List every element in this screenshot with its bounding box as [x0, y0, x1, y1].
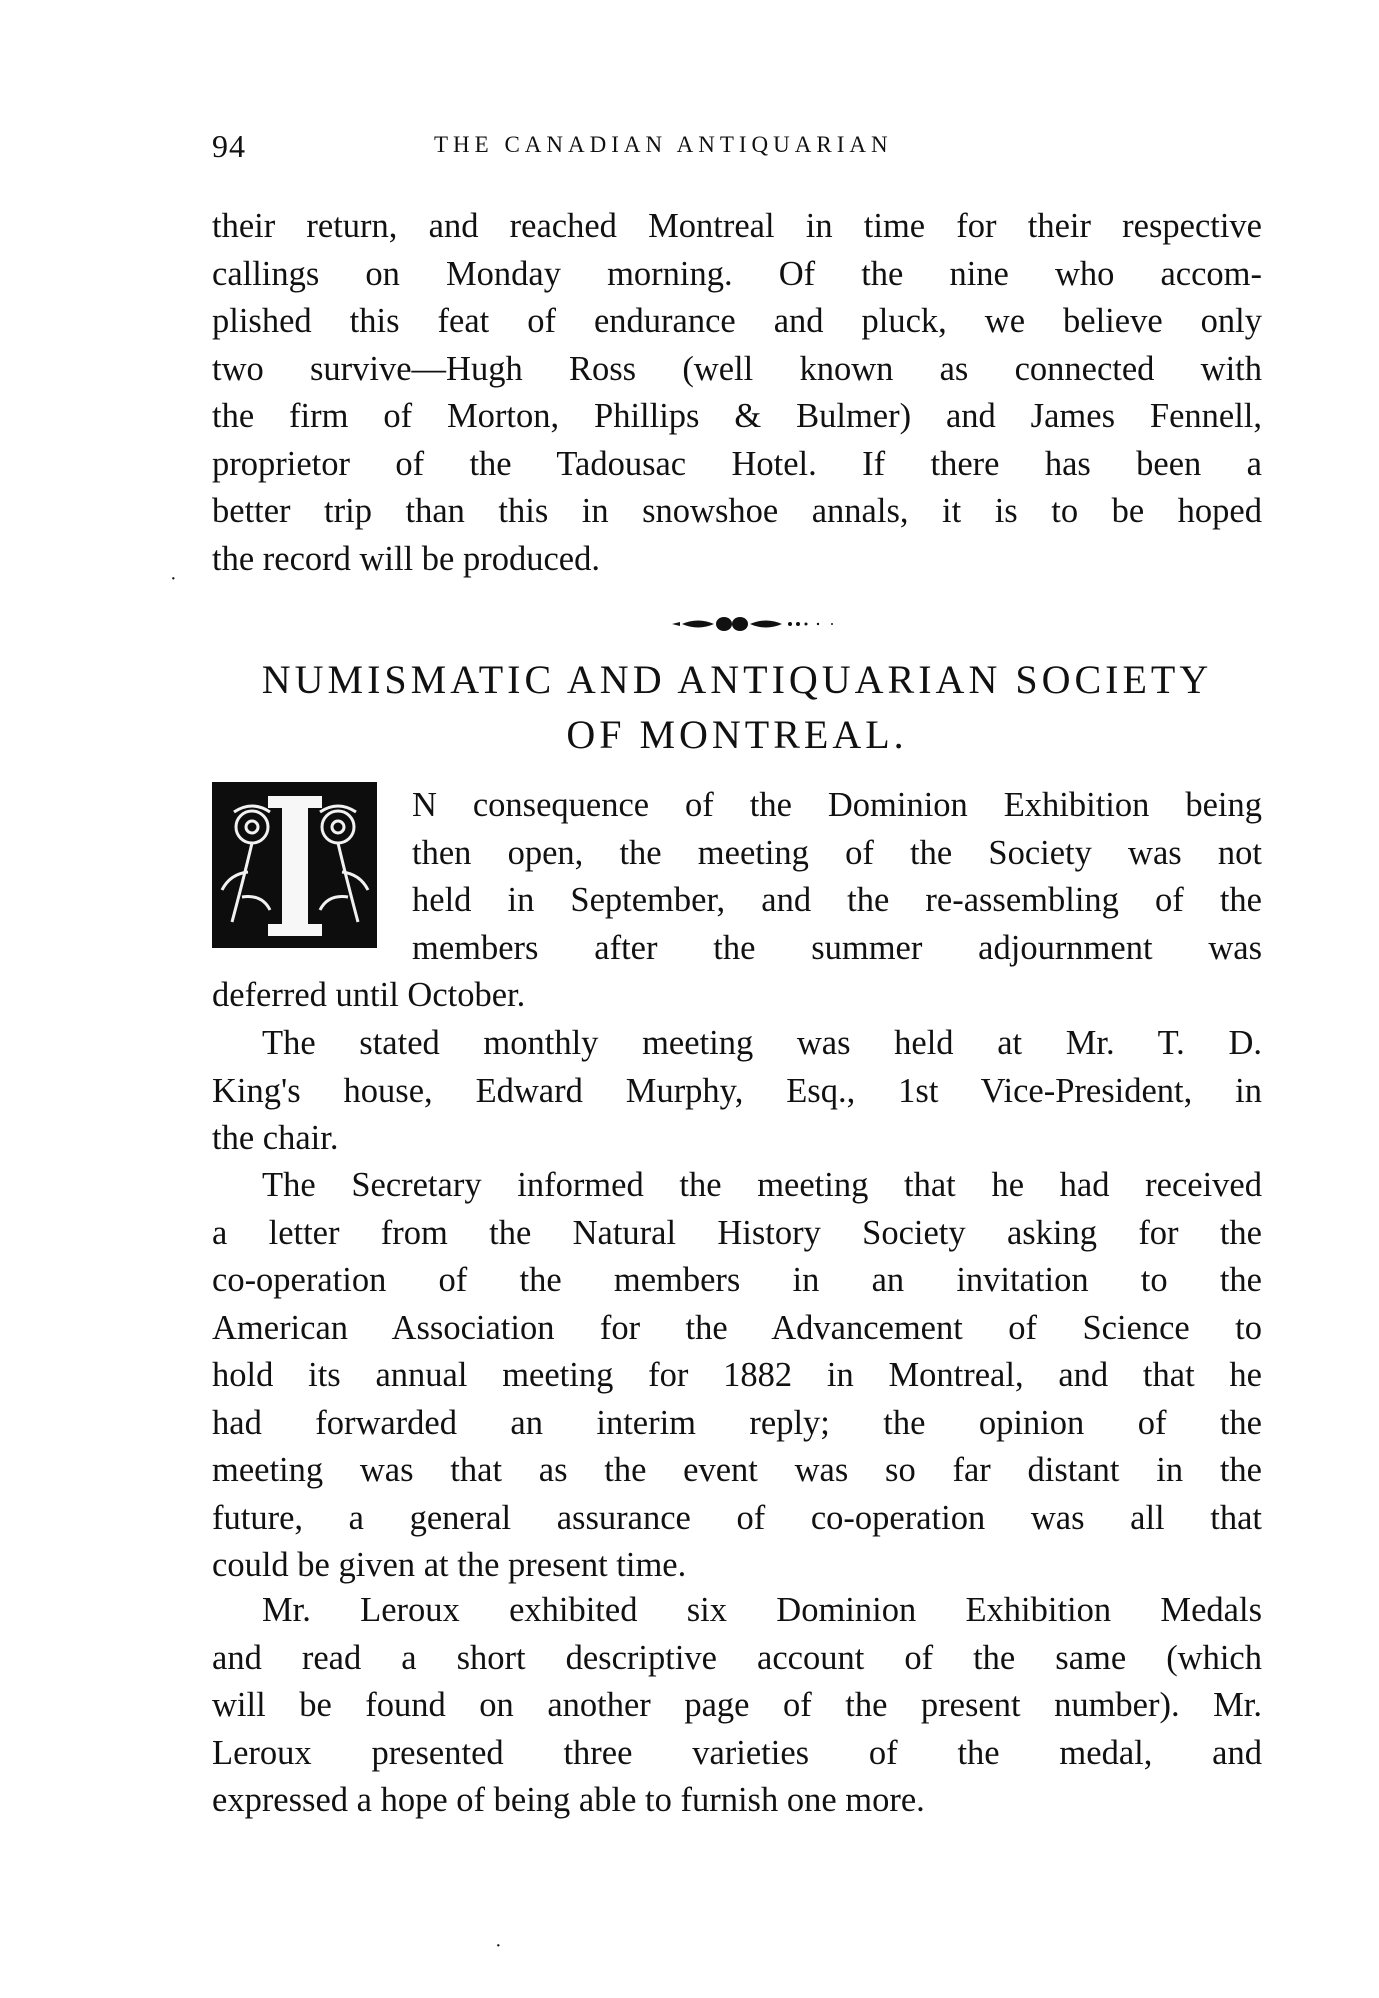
text-line: had forwarded an interim reply; the opinion of the [212, 1403, 1262, 1442]
text-line: a letter from the Natural History Society asking for the [212, 1213, 1262, 1252]
text-line: The stated monthly meeting was held at Mr. T. D. [262, 1024, 1262, 1062]
text-line: proprietor of the Tadousac Hotel. If there has been a [212, 444, 1262, 483]
text-line: future, a general assurance of co-operation was all that [212, 1498, 1262, 1537]
paragraph-3 [212, 1020, 1262, 1163]
text-line: King's house, Edward Murphy, Esq., 1st Vice-President, in [212, 1071, 1262, 1110]
text-line: Leroux presented three varieties of the medal, and [212, 1733, 1262, 1772]
text-line: members after the summer adjournment was [412, 928, 1262, 967]
dropcap-floral-icon [212, 782, 377, 948]
text-line: held in September, and the re-assembling of the [412, 881, 1262, 919]
text-line: plished this feat of endurance and pluck, we believe only [212, 302, 1262, 340]
page-number: 94 [212, 128, 246, 164]
paragraph-2-end [212, 972, 1262, 1020]
ornament-divider-icon [672, 612, 872, 636]
paragraph-2-beside-dropcap [412, 782, 1262, 972]
section-title-line-1: NUMISMATIC AND ANTIQUARIAN SOCIETY [261, 657, 1213, 702]
text-line: better trip than this in snowshoe annals, it is to be hoped [212, 492, 1262, 530]
text-line: callings on Monday morning. Of the nine who accom- [212, 254, 1262, 293]
text-line: then open, the meeting of the Society was not [412, 833, 1262, 872]
text-line: and read a short descriptive account of the same (which [212, 1638, 1262, 1677]
text-line: could be given at the present time. [212, 1546, 687, 1584]
section-title-line-2: OF MONTREAL. [566, 712, 908, 757]
dropcap [212, 782, 377, 948]
text-line: co-operation of the members in an invitation to the [212, 1261, 1262, 1299]
paragraph-1 [212, 203, 1262, 583]
text-line: will be found on another page of the present number). Mr. [212, 1686, 1262, 1724]
text-line: the firm of Morton, Phillips & Bulmer) and James Fennell, [212, 397, 1262, 435]
text-line: N consequence of the Dominion Exhibition being [412, 786, 1262, 824]
stray-mark: · [170, 568, 177, 590]
text-line: deferred until October. [212, 976, 526, 1014]
text-line: Mr. Leroux exhibited six Dominion Exhibition Medals [262, 1591, 1262, 1629]
text-line: American Association for the Advancement of Science to [212, 1308, 1262, 1347]
text-line: the record will be produced. [212, 539, 600, 578]
paragraph-4 [212, 1162, 1262, 1590]
text-line: two survive—Hugh Ross (well known as connected with [212, 349, 1262, 388]
text-line: their return, and reached Montreal in time for their respective [212, 207, 1262, 245]
text-line: meeting was that as the event was so far distant in the [212, 1451, 1262, 1489]
stray-mark: · [495, 1935, 502, 1957]
text-line: expressed a hope of being able to furnish one more. [212, 1781, 925, 1819]
running-header [212, 128, 1262, 168]
running-title: THE CANADIAN ANTIQUARIAN [434, 132, 893, 157]
text-line: The Secretary informed the meeting that he had received [262, 1166, 1262, 1204]
paragraph-5 [212, 1587, 1262, 1825]
dropcap-letter: I [294, 932, 295, 933]
text-line: hold its annual meeting for 1882 in Montreal, and that he [212, 1356, 1262, 1394]
text-line: the chair. [212, 1119, 339, 1157]
